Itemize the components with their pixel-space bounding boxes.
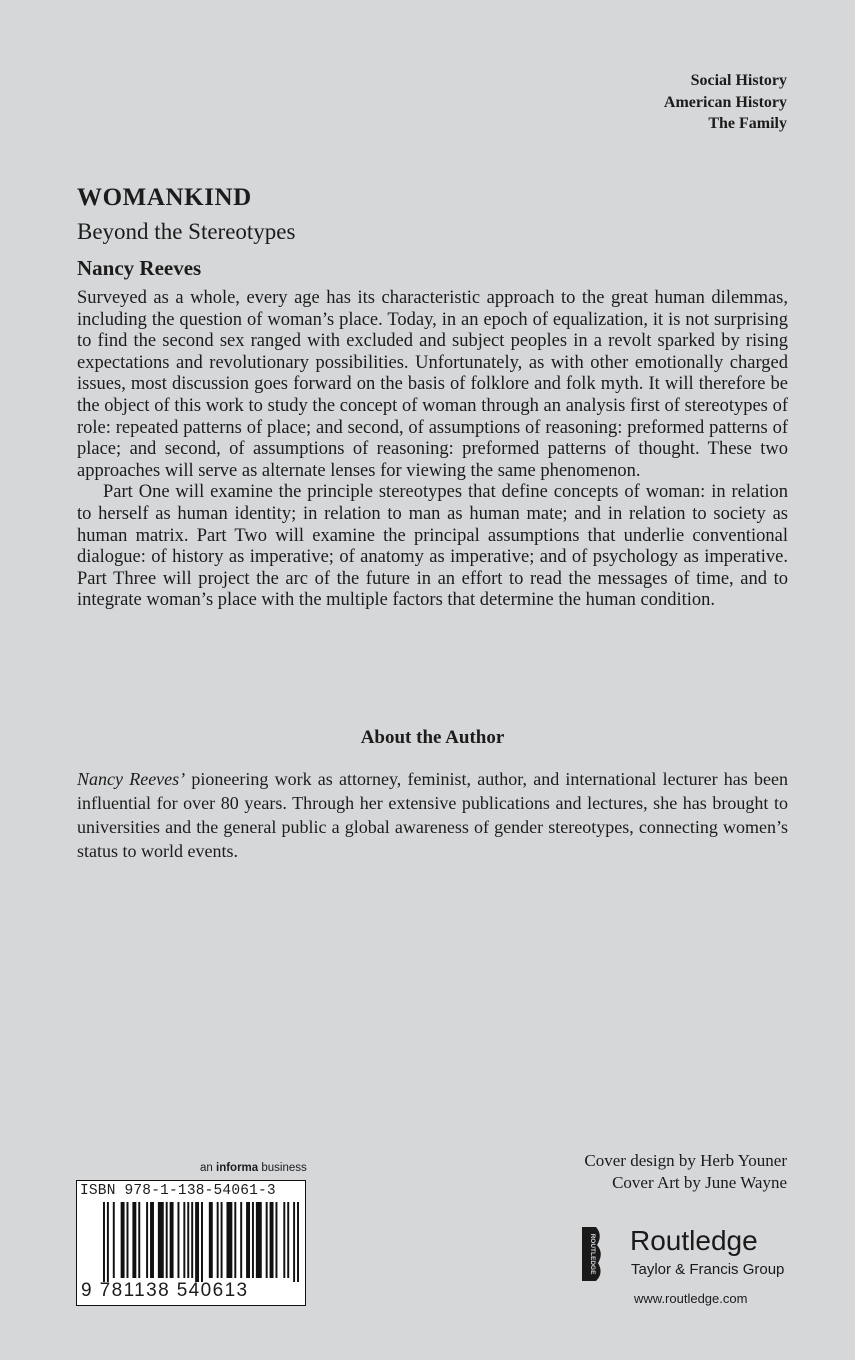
isbn-digits: 9 781138 540613 <box>81 1280 249 1301</box>
informa-brand: informa <box>216 1162 259 1174</box>
barcode-bars <box>103 1202 299 1282</box>
barcode-bar <box>246 1202 250 1278</box>
about-author-text <box>77 767 788 863</box>
book-author: Nancy Reeves <box>77 256 202 280</box>
barcode-bar <box>113 1202 115 1278</box>
subject-the-family: The Family <box>708 115 787 132</box>
barcode-bar <box>283 1202 285 1278</box>
barcode-bar <box>195 1202 199 1282</box>
barcode-bar <box>297 1202 299 1282</box>
barcode-bar <box>293 1202 295 1282</box>
barcode-bar <box>146 1202 148 1278</box>
about-author-name: Nancy Reeves’ <box>77 769 186 789</box>
barcode-bar <box>201 1202 203 1282</box>
barcode-bar <box>256 1202 262 1278</box>
barcode-bar <box>191 1202 193 1278</box>
barcode-bar <box>177 1202 179 1278</box>
description-paragraph-1: Surveyed as a whole, every age has its characteristic approach to the great human dilemmas, including the question of woman’s place. Today, in an epoch of equalization, it is not surprising to find the second sex ranged with excluded and subject peoples in a revolt sparked by rising expectations and revolutionary possibilities. Unfortunately, as with other emotionally charged issues, most discussion goes forward on the basis of folklore and folk myth. It will therefore be the object of this work to study the concept of woman through an analysis first of stereotypes of role: repeated patterns of place; and second, of assumptions of reasoning: preformed patterns of place; and second, of assumptions of reasoning: preformed patterns of thought. These two approaches will serve as alternate lenses for viewing the same phenomenon. <box>77 288 788 481</box>
routledge-logo-icon <box>580 1225 606 1283</box>
cover-art-credit: Cover Art by June Wayne <box>612 1173 787 1192</box>
barcode-bar <box>234 1202 236 1278</box>
about-author-heading: About the Author <box>360 727 505 748</box>
barcode-bar <box>217 1202 219 1278</box>
barcode-bar <box>132 1202 136 1278</box>
barcode-bar <box>221 1202 223 1278</box>
barcode-bar <box>226 1202 232 1278</box>
barcode-bar <box>170 1202 174 1278</box>
isbn-label: ISBN 978-1-138-54061-3 <box>80 1183 276 1199</box>
publisher-url[interactable]: www.routledge.com <box>634 1291 748 1306</box>
barcode-bar <box>270 1202 274 1278</box>
informa-tagline: an informa business <box>200 1162 307 1174</box>
book-subtitle: Beyond the Stereotypes <box>77 219 296 244</box>
description-paragraph-2: Part One will examine the principle stereotypes that define concepts of woman: in relation to herself as human identity; in relation to man as human mate; and in relation to society as human matrix. Part Two will examine the principal assumptions that underlie conventional dialogue: of history as imperative; of anatomy as imperative; and of psychology as imperative. Part Three will project the arc of the future in an effort to read the messages of time, and to integrate woman’s place with the multiple factors that determine the human condition. <box>77 482 788 611</box>
barcode-bar <box>166 1202 168 1278</box>
barcode-bar <box>209 1202 213 1278</box>
routledge-logo-text: ROUTLEDGE <box>589 1233 596 1275</box>
publisher-group: Taylor & Francis Group <box>631 1261 785 1278</box>
barcode-bar <box>287 1202 289 1278</box>
barcode-bar <box>275 1202 277 1278</box>
isbn-barcode <box>76 1180 306 1306</box>
book-title: WOMANKIND <box>77 184 252 211</box>
cover-credits <box>467 1150 787 1194</box>
subject-american-history: American History <box>663 93 787 111</box>
barcode-bar <box>107 1202 109 1282</box>
barcode-bar <box>150 1202 154 1278</box>
barcode-bar <box>138 1202 140 1278</box>
barcode-bar <box>121 1202 125 1278</box>
barcode-bar <box>158 1202 164 1278</box>
subject-social-history: Social History <box>690 72 787 89</box>
barcode-bar <box>240 1202 242 1278</box>
cover-design-credit: Cover design by Herb Youner <box>584 1151 787 1170</box>
publisher-name: Routledge <box>630 1225 758 1256</box>
barcode-bar <box>266 1202 268 1278</box>
about-author-body: pioneering work as attorney, feminist, author, and international lecturer has been influential for over 80 years. Through her extensive publications and lectures, she has brought to universities and the general public a global awareness of gender stereotypes, connecting women’s status to world events. <box>77 769 788 861</box>
barcode-bar <box>183 1202 185 1278</box>
barcode-bar <box>252 1202 254 1278</box>
book-description <box>77 288 788 612</box>
barcode-bar <box>187 1202 189 1278</box>
barcode-bar <box>103 1202 105 1282</box>
subject-categories <box>467 70 787 135</box>
barcode-bar <box>127 1202 129 1278</box>
